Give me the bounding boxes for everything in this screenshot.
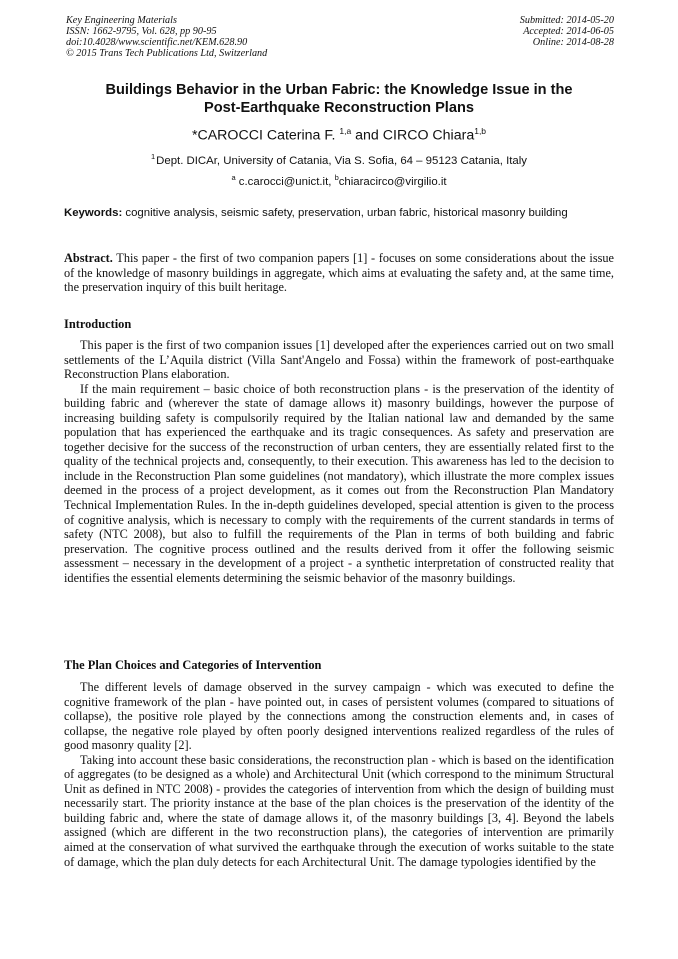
plan-choices-body [64, 680, 614, 869]
journal-name: Key Engineering Materials [66, 15, 177, 26]
plan-choices-heading: The Plan Choices and Categories of Intervention [64, 658, 322, 672]
email-b[interactable]: chiaracirco@virgilio.it [338, 175, 447, 188]
introduction-paragraph-1: This paper is the first of two companion issues [1] developed after the experiences carried out on two small settlements of the L’Aquila district (Villa Sant'Angelo and Fossa) within the framework of post-earthquake Reconstruction Plans elaboration. [64, 338, 614, 382]
introduction-paragraph-2: If the main requirement – basic choice of both reconstruction plans - is the preservation of the identity of building fabric and (wherever the state of damage allows it) masonry buildings, however the purpose of increasing building safety is compulsorily required by the Italian national law and demanded by the same population that has experienced the earthquake and its tragic consequences. As safety and preservation are together decisive for the success of the reconstruction of urban centers, they are essentially related first to the quality of the technical projects and, consequently, to their execution. This awareness has led to the decision to include in the Reconstruction Plan some guidelines (not mandatory), which illustrate the more complex issues deemed in the process of a project development, as it comes out from the Reconstruction Plan Mandatory Technical Implementation Rules. In the in-depth guidelines developed, special attention is given to the process of cognitive analysis, which is necessary to comply with the requirements of the current standards in terms of safety (NTC 2008), but also to fulfill the requirements of the Plan in terms of both building and fabric preservation. The cognitive process outlined and the results derived from it offer the following seismic assessment – necessary in the development of a project - a synthetic interpretation of constructed reality that identifies the essential elements determining the seismic behavior of the masonry buildings. [64, 381, 614, 585]
plan-choices-paragraph-2: Taking into account these basic considerations, the reconstruction plan - which is based on the identification of aggregates (to be designed as a whole) and Architectural Unit (which correspond to the minimum Structural Unit as defined in NTC 2008) - provides the categories of intervention from which the design of building must necessarily start. The priority instance at the base of the plan choices is the preservation of the identity of the building fabric and, where the state of damage allows it, of the masonry buildings [3, 4]. Beyond the labels assigned (which are different in the two reconstruction plans), the categories of intervention are primarily aimed at the conservation of what survived the earthquake through the execution of works suitable to the state of damage, which the plan duly detects for each Architectural Unit. The damage typologies identified by the [64, 752, 614, 869]
author-1-affiliation-mark: 1,a [339, 126, 352, 136]
email-a-mark: a [231, 173, 236, 182]
introduction-heading: Introduction [64, 317, 132, 331]
abstract-label: Abstract. [64, 251, 113, 265]
author-list [50, 122, 628, 145]
email-b-mark: b [334, 173, 339, 182]
plan-choices-paragraph-1: The different levels of damage observed in the survey campaign - which was executed to define the cognitive framework of the plan - have pointed out, in cases of persistent volumes (compared to situations of collapse), the positive role played by the connections among the construction elements and, in cases of collapse, the negative role played by often poorly designed interventions realized regardless of the rules of good masonry quality [2]. [64, 680, 614, 753]
online-date: Online: 2014-08-28 [532, 37, 614, 48]
introduction-body [64, 338, 614, 585]
abstract-text: This paper - the first of two companion papers [1] - focuses on some considerations about the issue of the knowledge of masonry buildings in aggregate, which aims at evaluating the safety and, at the same time, the preservation inquiry of this built heritage. [64, 251, 614, 295]
accepted-date: Accepted: 2014-06-05 [523, 26, 614, 37]
affiliation [50, 150, 628, 168]
affiliation-mark: 1 [151, 152, 156, 161]
submitted-date: Submitted: 2014-05-20 [519, 15, 614, 26]
title-line-2: Post-Earthquake Reconstruction Plans [203, 100, 475, 116]
publication-dates [520, 15, 614, 48]
journal-info [66, 15, 267, 59]
abstract [64, 251, 614, 295]
keywords-text: cognitive analysis, seismic safety, preservation, urban fabric, historical masonry building [122, 207, 568, 219]
title-line-1: Buildings Behavior in the Urban Fabric: the Knowledge Issue in the [105, 82, 573, 98]
author-1: *CAROCCI Caterina F. [191, 127, 340, 144]
copyright-line: © 2015 Trans Tech Publications Ltd, Switzerland [66, 48, 268, 59]
author-conjunction: and [351, 127, 383, 144]
keywords [64, 206, 614, 220]
author-emails [50, 171, 628, 189]
affiliation-text: Dept. DICAr, University of Catania, Via S. Sofia, 64 – 95123 Catania, Italy [156, 154, 527, 167]
author-2: CIRCO Chiara [382, 127, 475, 144]
keywords-label: Keywords: [64, 207, 123, 219]
paper-title [50, 81, 628, 117]
email-a[interactable]: c.carocci@unict.it, [235, 175, 335, 188]
author-2-affiliation-mark: 1,b [474, 126, 487, 136]
doi-line[interactable]: doi:10.4028/www.scientific.net/KEM.628.90 [66, 37, 248, 48]
issn-line: ISSN: 1662-9795, Vol. 628, pp 90-95 [66, 26, 217, 37]
